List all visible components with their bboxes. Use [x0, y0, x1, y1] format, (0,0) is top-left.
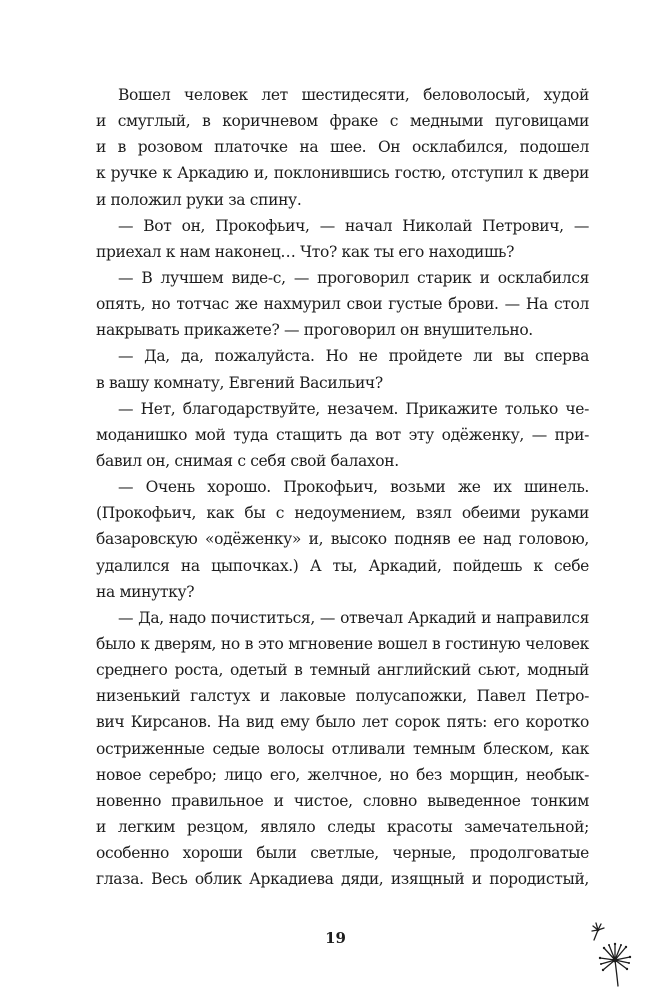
text-line: новое серебро; лицо его, желчное, но без морщин, необык-	[96, 765, 589, 784]
text-line: опять, но тотчас же нахмурил свои густые брови. — На стол	[96, 295, 589, 314]
text-line: базаровскую «одёженку» и, высоко подняв ее над головою,	[96, 530, 589, 549]
page-number: 19	[325, 929, 346, 947]
text-line: накрывать прикажете? — проговорил он внушительно.	[96, 321, 533, 340]
text-line: низенький галстух и лаковые полусапожки, Павел Петро-	[96, 687, 589, 706]
text-line: — Да, да, пожалуйста. Но не пройдете ли вы сперва	[118, 347, 589, 366]
text-line: — В лучшем виде-с, — проговорил старик и осклабился	[118, 268, 589, 287]
text-line: Вошел человек лет шестидесяти, беловолосый, худой	[118, 86, 589, 104]
text-line: на минутку?	[96, 582, 195, 601]
text-line: глаза. Весь облик Аркадиева дяди, изящный и породистый,	[96, 870, 589, 889]
text-line: остриженные седые волосы отливали темным блеском, как	[96, 739, 589, 758]
text-line: (Прокофьич, как бы с недоумением, взял обеими руками	[96, 504, 589, 523]
text-line: моданишко мой туда стащить да вот эту одёженку, — при-	[96, 425, 589, 444]
text-line: и смуглый, в коричневом фраке с медными пуговицами	[96, 112, 589, 131]
text-line: особенно хороши были светлые, черные, продолговатые	[96, 844, 589, 863]
text-line: новенно правильное и чистое, словно выведенное тонким	[96, 791, 589, 810]
text-line: среднего роста, одетый в темный английский сьют, модный	[96, 661, 589, 680]
text-line: и легким резцом, являло следы красоты замечательной;	[96, 817, 589, 836]
text-line: бавил он, снимая с себя свой балахон.	[96, 451, 399, 470]
text-line: в вашу комнату, Евгений Васильич?	[96, 373, 383, 392]
text-line: удалился на цыпочках.) А ты, Аркадий, пойдешь к себе	[96, 556, 589, 575]
text-line: и положил руки за спину.	[96, 190, 302, 209]
text-line: вич Кирсанов. На вид ему было лет сорок пять: его коротко	[96, 713, 589, 732]
text-line: — Вот он, Прокофьич, — начал Николай Петрович, —	[118, 216, 589, 235]
dandelion-icon	[584, 918, 648, 988]
text-line: — Очень хорошо. Прокофьич, возьми же их шинель.	[118, 478, 589, 497]
body-text	[96, 82, 589, 892]
text-line: к ручке к Аркадию и, поклонившись гостю, отступил к двери	[96, 164, 589, 183]
text-line: было к дверям, но в это мгновение вошел в гостиную человек	[96, 634, 589, 653]
text-line: — Да, надо почиститься, — отвечал Аркадий и направился	[118, 608, 589, 627]
text-line: и в розовом платочке на шее. Он осклабился, подошел	[96, 138, 589, 157]
text-line: — Нет, благодарствуйте, незачем. Прикажите только че-	[118, 399, 589, 418]
text-line: приехал к нам наконец… Что? как ты его находишь?	[96, 242, 515, 261]
